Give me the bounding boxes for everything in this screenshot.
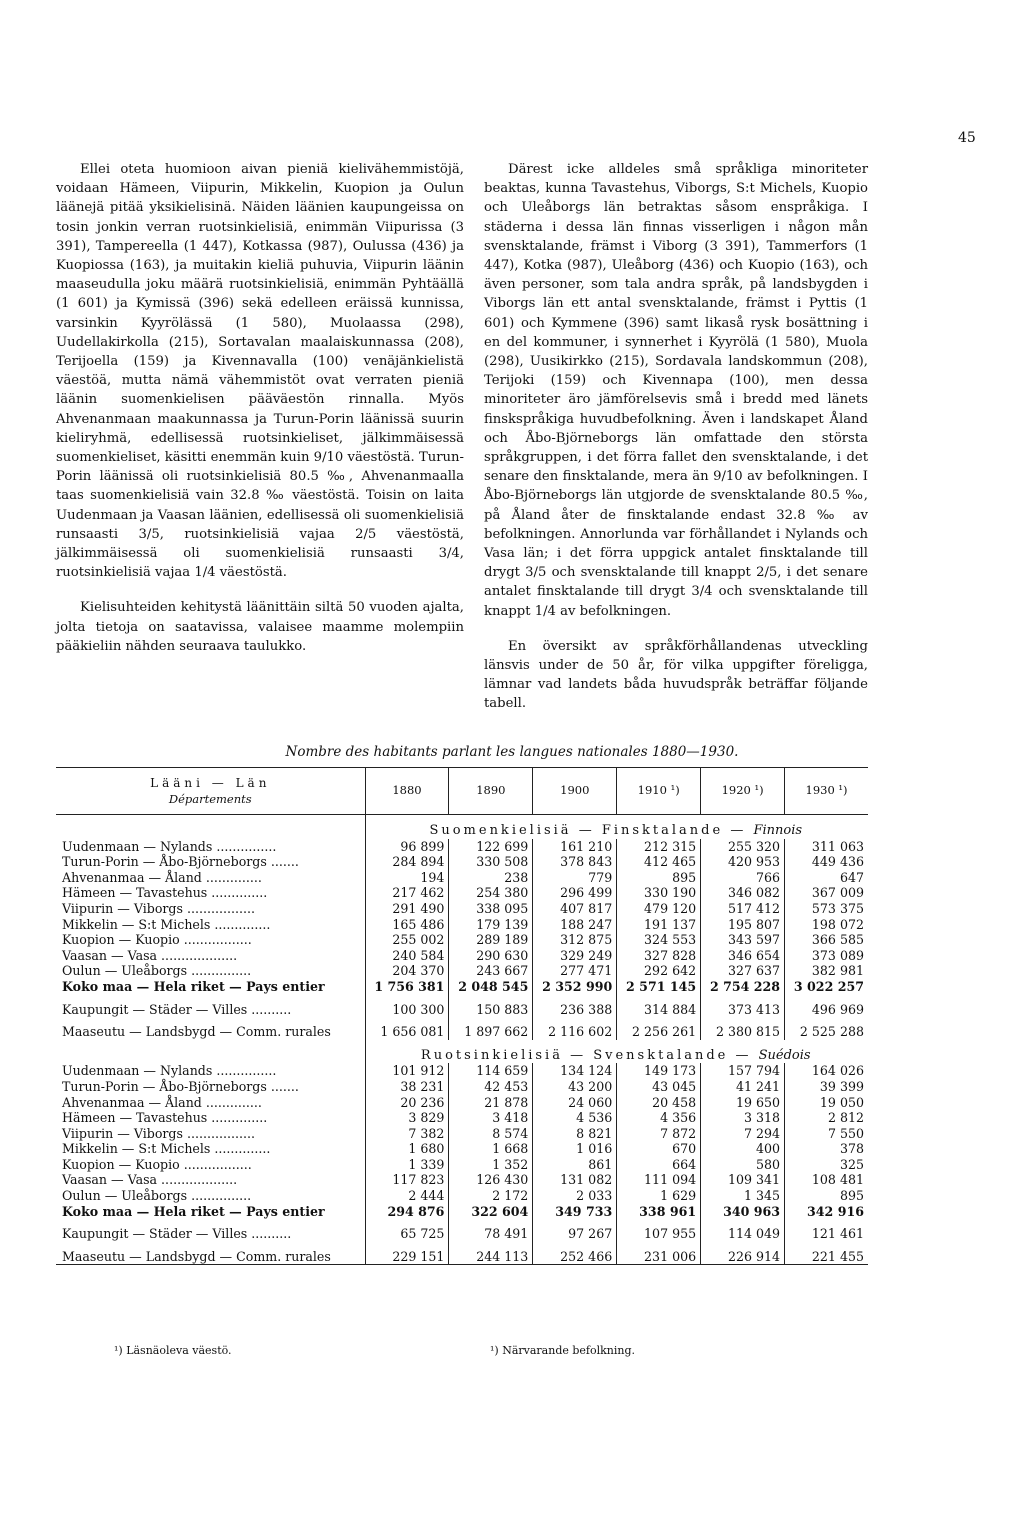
value-cell: 101 912 xyxy=(365,1063,449,1079)
section-header-spacer xyxy=(56,1040,365,1064)
table-row xyxy=(56,1079,868,1095)
department-name: Turun-Porin — Åbo-Björneborgs ....... xyxy=(56,854,365,870)
swedish-paragraph-1: Därest icke alldeles små språkliga minoriteter beaktas, kunna Tavastehus, Viborgs, S:t Michels, Kuopio och Uleåborgs län betraktas såsom enspråkiga. I städerna i dessa län finnas visserligen i någon mån svensktalande, främst i Viborg (3 391), Tammerfors (1 447), Kotka (987), Uleåborg (436) och Kuopio (163), och även personer, som tala andra språk, på landsbygden i Viborgs län ett antal svensktalande, främst i Pyttis (1 601) och Kymmene (396) samt likaså rysk bosättning i en del kommuner, i synnerhet i Kyyrölä (1 580), Muola (298), Uusikirkko (215), Sordavala landskommun (208), Terijoki (159) och Kivennapa (100), men dessa minoriteter äro jämförelsevis små i bredd med länets finskspråkiga huvudbefolkning. Även i landskapet Åland och Åbo-Björneborgs län omfattade den största språkgruppen, i det förra fallet den svensktalande, i det senare den finsktalande, mera än 9/10 av befolkningen. I Åbo-Björneborgs län utgjorde de svensktalande 80.5 ‰, på Åland åter de finsktalande endast 32.8 ‰ av befolkningen. Annorlunda var förhållandet i Nylands och Vasa län; i det förra uppgick antalet finsktalande till drygt 3/5 och svensktalande till knappt 2/5, i det senare antalet finsktalande till drygt 3/4 och svensktalande till knappt 1/4 av befolkningen. xyxy=(484,162,868,619)
value-cell: 2 812 xyxy=(785,1110,868,1126)
value-cell: 573 375 xyxy=(785,901,868,917)
value-cell: 479 120 xyxy=(617,901,701,917)
value-cell: 330 508 xyxy=(449,854,533,870)
value-cell: 349 733 xyxy=(533,1204,617,1220)
value-cell: 42 453 xyxy=(449,1079,533,1095)
department-name: Koko maa — Hela riket — Pays entier xyxy=(56,979,365,995)
value-cell: 243 667 xyxy=(449,963,533,979)
value-cell: 195 807 xyxy=(701,917,785,933)
table-row xyxy=(56,1219,868,1242)
value-cell: 2 116 602 xyxy=(533,1017,617,1040)
finnish-column xyxy=(56,160,464,672)
value-cell: 161 210 xyxy=(533,839,617,855)
value-cell: 496 969 xyxy=(785,995,868,1018)
value-cell: 314 884 xyxy=(617,995,701,1018)
value-cell: 2 525 288 xyxy=(785,1017,868,1040)
value-cell: 325 xyxy=(785,1157,868,1173)
value-cell: 861 xyxy=(533,1157,617,1173)
value-cell: 7 382 xyxy=(365,1126,449,1142)
value-cell: 407 817 xyxy=(533,901,617,917)
value-cell: 109 341 xyxy=(701,1172,785,1188)
value-cell: 24 060 xyxy=(533,1095,617,1111)
value-cell: 255 002 xyxy=(365,932,449,948)
language-table xyxy=(56,767,868,1265)
value-cell: 150 883 xyxy=(449,995,533,1018)
value-cell: 1 629 xyxy=(617,1188,701,1204)
table-row xyxy=(56,1126,868,1142)
value-cell: 420 953 xyxy=(701,854,785,870)
value-cell: 327 637 xyxy=(701,963,785,979)
value-cell: 252 466 xyxy=(533,1242,617,1265)
value-cell: 580 xyxy=(701,1157,785,1173)
value-cell: 19 650 xyxy=(701,1095,785,1111)
value-cell: 329 249 xyxy=(533,948,617,964)
table-row xyxy=(56,1095,868,1111)
year-header: 1920 ¹) xyxy=(701,768,785,815)
value-cell: 292 642 xyxy=(617,963,701,979)
department-name: Uudenmaan — Nylands ............... xyxy=(56,839,365,855)
department-name: Oulun — Uleåborgs ............... xyxy=(56,963,365,979)
table-row xyxy=(56,1017,868,1040)
value-cell: 100 300 xyxy=(365,995,449,1018)
department-name: Viipurin — Viborgs ................. xyxy=(56,901,365,917)
table-row xyxy=(56,885,868,901)
value-cell: 647 xyxy=(785,870,868,886)
year-header: 1910 ¹) xyxy=(617,768,701,815)
value-cell: 41 241 xyxy=(701,1079,785,1095)
value-cell: 2 352 990 xyxy=(533,979,617,995)
value-cell: 664 xyxy=(617,1157,701,1173)
year-header: 1890 xyxy=(449,768,533,815)
value-cell: 2 444 xyxy=(365,1188,449,1204)
table-row xyxy=(56,1204,868,1220)
value-cell: 2 256 261 xyxy=(617,1017,701,1040)
value-cell: 126 430 xyxy=(449,1172,533,1188)
value-cell: 229 151 xyxy=(365,1242,449,1265)
department-name: Kaupungit — Städer — Villes .......... xyxy=(56,995,365,1018)
value-cell: 191 137 xyxy=(617,917,701,933)
value-cell: 517 412 xyxy=(701,901,785,917)
value-cell: 1 339 xyxy=(365,1157,449,1173)
value-cell: 312 875 xyxy=(533,932,617,948)
department-name: Koko maa — Hela riket — Pays entier xyxy=(56,1204,365,1220)
value-cell: 65 725 xyxy=(365,1219,449,1242)
table-row xyxy=(56,1110,868,1126)
department-name: Mikkelin — S:t Michels .............. xyxy=(56,1141,365,1157)
year-header: 1930 ¹) xyxy=(785,768,868,815)
department-name: Mikkelin — S:t Michels .............. xyxy=(56,917,365,933)
value-cell: 20 458 xyxy=(617,1095,701,1111)
value-cell: 217 462 xyxy=(365,885,449,901)
table-row xyxy=(56,948,868,964)
section-title-fr: Finnois xyxy=(753,823,803,838)
value-cell: 7 550 xyxy=(785,1126,868,1142)
value-cell: 412 465 xyxy=(617,854,701,870)
department-name: Vaasan — Vasa ................... xyxy=(56,948,365,964)
table-row xyxy=(56,1242,868,1265)
value-cell: 895 xyxy=(785,1188,868,1204)
value-cell: 121 461 xyxy=(785,1219,868,1242)
department-name: Ahvenanmaa — Åland .............. xyxy=(56,870,365,886)
table-row xyxy=(56,854,868,870)
page-number: 45 xyxy=(958,130,976,146)
value-cell: 373 413 xyxy=(701,995,785,1018)
value-cell: 240 584 xyxy=(365,948,449,964)
value-cell: 670 xyxy=(617,1141,701,1157)
department-name: Turun-Porin — Åbo-Björneborgs ....... xyxy=(56,1079,365,1095)
value-cell: 338 095 xyxy=(449,901,533,917)
table-row xyxy=(56,901,868,917)
value-cell: 1 352 xyxy=(449,1157,533,1173)
department-name: Maaseutu — Landsbygd — Comm. rurales xyxy=(56,1017,365,1040)
value-cell: 3 829 xyxy=(365,1110,449,1126)
table-caption: Nombre des habitants parlant les langues nationales 1880—1930. xyxy=(285,744,739,760)
value-cell: 2 172 xyxy=(449,1188,533,1204)
value-cell: 8 574 xyxy=(449,1126,533,1142)
value-cell: 149 173 xyxy=(617,1063,701,1079)
value-cell: 43 045 xyxy=(617,1079,701,1095)
section-header-spacer xyxy=(56,815,365,839)
table-row xyxy=(56,1141,868,1157)
department-name: Kuopion — Kuopio ................. xyxy=(56,1157,365,1173)
value-cell: 244 113 xyxy=(449,1242,533,1265)
value-cell: 236 388 xyxy=(533,995,617,1018)
value-cell: 343 597 xyxy=(701,932,785,948)
value-cell: 97 267 xyxy=(533,1219,617,1242)
swedish-paragraph-2: En översikt av språkförhållandenas utveckling länsvis under de 50 år, för vilka uppgifter föreligga, lämnar vad landets båda huvudspråk beträffar följande tabell. xyxy=(484,638,868,712)
value-cell: 131 082 xyxy=(533,1172,617,1188)
value-cell: 179 139 xyxy=(449,917,533,933)
value-cell: 8 821 xyxy=(533,1126,617,1142)
value-cell: 204 370 xyxy=(365,963,449,979)
section-title xyxy=(365,815,868,839)
value-cell: 19 050 xyxy=(785,1095,868,1111)
value-cell: 3 022 257 xyxy=(785,979,868,995)
value-cell: 134 124 xyxy=(533,1063,617,1079)
finnish-paragraph-1: Ellei oteta huomioon aivan pieniä kielivähemmistöjä, voidaan Hämeen, Viipurin, Mikkelin, Kuopion ja Oulun läänejä pitää yksikielisinä. Näiden läänien kaupungeissa on tosin jonkin verran ruotsinkielisiä, enimmän Viipurissa (3 391), Tampereella (1 447), Kotkassa (987), Oulussa (436) ja Kuopiossa (163), ja muitakin kieliä puhuvia, Viipurin läänin maaseudulla joku määrä ruotsinkielisiä, enimmän Pyhtäällä (1 601) ja Kymissä (396) sekä edelleen eräissä kunnissa, varsinkin Kyyrölässä (1 580), Muolaassa (298), Uudellakirkolla (215), Sortavalan maalaiskunnassa (208), Terijoella (159) ja Kivennavalla (100) venäjänkielistä väestöä, mutta nämä vähemmistöt ovat verraten pieniä läänin suomenkielisen pääväestön rinnalla. Myös Ahvenanmaan maakunnassa ja Turun-Porin läänissä suurin kieliryhmä, edellisessä ruotsinkieliset, jälkimmäisessä suomenkieliset, käsitti enemmän kuin 9/10 väestöstä. Turun-Porin läänissä oli ruotsinkielisiä 80.5 ‰, Ahvenanmaalla taas suomenkielisiä vain 32.8 ‰ väestöstä. Toisin on laita Uudenmaan ja Vaasan läänien, edellisessä oli suomenkielisiä runsaasti 3/5, ruotsinkielisiä vajaa 2/5 väestöstä, jälkimmäisessä oli suomenkielisiä runsaasti 3/4, ruotsinkielisiä vajaa 1/4 väestöstä. xyxy=(56,162,464,581)
department-name: Viipurin — Viborgs ................. xyxy=(56,1126,365,1142)
value-cell: 327 828 xyxy=(617,948,701,964)
table-row xyxy=(56,963,868,979)
value-cell: 366 585 xyxy=(785,932,868,948)
value-cell: 1 756 381 xyxy=(365,979,449,995)
value-cell: 277 471 xyxy=(533,963,617,979)
value-cell: 400 xyxy=(701,1141,785,1157)
value-cell: 255 320 xyxy=(701,839,785,855)
value-cell: 164 026 xyxy=(785,1063,868,1079)
value-cell: 322 604 xyxy=(449,1204,533,1220)
department-header-fi: Lääni — Län xyxy=(150,776,271,790)
value-cell: 2 754 228 xyxy=(701,979,785,995)
value-cell: 1 668 xyxy=(449,1141,533,1157)
value-cell: 338 961 xyxy=(617,1204,701,1220)
value-cell: 382 981 xyxy=(785,963,868,979)
value-cell: 373 089 xyxy=(785,948,868,964)
value-cell: 117 823 xyxy=(365,1172,449,1188)
value-cell: 188 247 xyxy=(533,917,617,933)
table-row xyxy=(56,1157,868,1173)
value-cell: 296 499 xyxy=(533,885,617,901)
value-cell: 4 536 xyxy=(533,1110,617,1126)
year-header: 1900 xyxy=(533,768,617,815)
table-row xyxy=(56,839,868,855)
table-row xyxy=(56,1063,868,1079)
section-header-row xyxy=(56,815,868,839)
value-cell: 330 190 xyxy=(617,885,701,901)
value-cell: 7 872 xyxy=(617,1126,701,1142)
value-cell: 157 794 xyxy=(701,1063,785,1079)
value-cell: 1 680 xyxy=(365,1141,449,1157)
value-cell: 1 897 662 xyxy=(449,1017,533,1040)
value-cell: 340 963 xyxy=(701,1204,785,1220)
value-cell: 107 955 xyxy=(617,1219,701,1242)
value-cell: 895 xyxy=(617,870,701,886)
section-title-text: Ruotsinkielisiä — Svensktalande — xyxy=(420,1047,752,1063)
value-cell: 324 553 xyxy=(617,932,701,948)
value-cell: 378 xyxy=(785,1141,868,1157)
value-cell: 1 016 xyxy=(533,1141,617,1157)
table-row xyxy=(56,870,868,886)
value-cell: 1 656 081 xyxy=(365,1017,449,1040)
finnish-paragraph-2: Kielisuhteiden kehitystä läänittäin siltä 50 vuoden ajalta, jolta tietoja on saatavissa, valaisee maamme molempiin pääkieliin nähden seuraava taulukko. xyxy=(56,600,464,654)
value-cell: 3 318 xyxy=(701,1110,785,1126)
department-name: Vaasan — Vasa ................... xyxy=(56,1172,365,1188)
department-header xyxy=(56,768,365,815)
value-cell: 4 356 xyxy=(617,1110,701,1126)
department-name: Hämeen — Tavastehus .............. xyxy=(56,885,365,901)
value-cell: 39 399 xyxy=(785,1079,868,1095)
value-cell: 2 048 545 xyxy=(449,979,533,995)
table-row xyxy=(56,932,868,948)
value-cell: 291 490 xyxy=(365,901,449,917)
value-cell: 114 659 xyxy=(449,1063,533,1079)
department-name: Kaupungit — Städer — Villes .......... xyxy=(56,1219,365,1242)
value-cell: 231 006 xyxy=(617,1242,701,1265)
table-body xyxy=(56,815,868,1265)
value-cell: 766 xyxy=(701,870,785,886)
table-row xyxy=(56,979,868,995)
value-cell: 108 481 xyxy=(785,1172,868,1188)
value-cell: 284 894 xyxy=(365,854,449,870)
table-row xyxy=(56,917,868,933)
value-cell: 7 294 xyxy=(701,1126,785,1142)
value-cell: 96 899 xyxy=(365,839,449,855)
value-cell: 78 491 xyxy=(449,1219,533,1242)
table-row xyxy=(56,995,868,1018)
value-cell: 346 654 xyxy=(701,948,785,964)
value-cell: 367 009 xyxy=(785,885,868,901)
value-cell: 2 571 145 xyxy=(617,979,701,995)
value-cell: 21 878 xyxy=(449,1095,533,1111)
department-name: Kuopion — Kuopio ................. xyxy=(56,932,365,948)
value-cell: 38 231 xyxy=(365,1079,449,1095)
department-header-fr: Départements xyxy=(168,792,252,806)
value-cell: 311 063 xyxy=(785,839,868,855)
section-title xyxy=(365,1040,868,1064)
value-cell: 294 876 xyxy=(365,1204,449,1220)
section-title-fr: Suédois xyxy=(758,1047,811,1063)
footnote-swedish: ¹) Närvarande befolkning. xyxy=(490,1344,636,1357)
section-header-row xyxy=(56,1040,868,1064)
value-cell: 20 236 xyxy=(365,1095,449,1111)
table-header-row xyxy=(56,768,868,815)
value-cell: 111 094 xyxy=(617,1172,701,1188)
value-cell: 122 699 xyxy=(449,839,533,855)
value-cell: 289 189 xyxy=(449,932,533,948)
section-title-text: Suomenkielisiä — Finsktalande — xyxy=(429,823,747,838)
value-cell: 449 436 xyxy=(785,854,868,870)
value-cell: 221 455 xyxy=(785,1242,868,1265)
value-cell: 194 xyxy=(365,870,449,886)
value-cell: 346 082 xyxy=(701,885,785,901)
value-cell: 254 380 xyxy=(449,885,533,901)
year-header: 1880 xyxy=(365,768,449,815)
value-cell: 3 418 xyxy=(449,1110,533,1126)
value-cell: 212 315 xyxy=(617,839,701,855)
value-cell: 779 xyxy=(533,870,617,886)
table-row xyxy=(56,1172,868,1188)
value-cell: 2 380 815 xyxy=(701,1017,785,1040)
value-cell: 165 486 xyxy=(365,917,449,933)
value-cell: 198 072 xyxy=(785,917,868,933)
value-cell: 378 843 xyxy=(533,854,617,870)
department-name: Oulun — Uleåborgs ............... xyxy=(56,1188,365,1204)
value-cell: 43 200 xyxy=(533,1079,617,1095)
swedish-column xyxy=(484,160,868,730)
value-cell: 1 345 xyxy=(701,1188,785,1204)
footnote-finnish: ¹) Läsnäoleva väestö. xyxy=(114,1344,232,1357)
department-name: Ahvenanmaa — Åland .............. xyxy=(56,1095,365,1111)
department-name: Uudenmaan — Nylands ............... xyxy=(56,1063,365,1079)
table-row xyxy=(56,1188,868,1204)
value-cell: 226 914 xyxy=(701,1242,785,1265)
value-cell: 114 049 xyxy=(701,1219,785,1242)
value-cell: 342 916 xyxy=(785,1204,868,1220)
value-cell: 2 033 xyxy=(533,1188,617,1204)
value-cell: 238 xyxy=(449,870,533,886)
department-name: Hämeen — Tavastehus .............. xyxy=(56,1110,365,1126)
department-name: Maaseutu — Landsbygd — Comm. rurales xyxy=(56,1242,365,1265)
value-cell: 290 630 xyxy=(449,948,533,964)
